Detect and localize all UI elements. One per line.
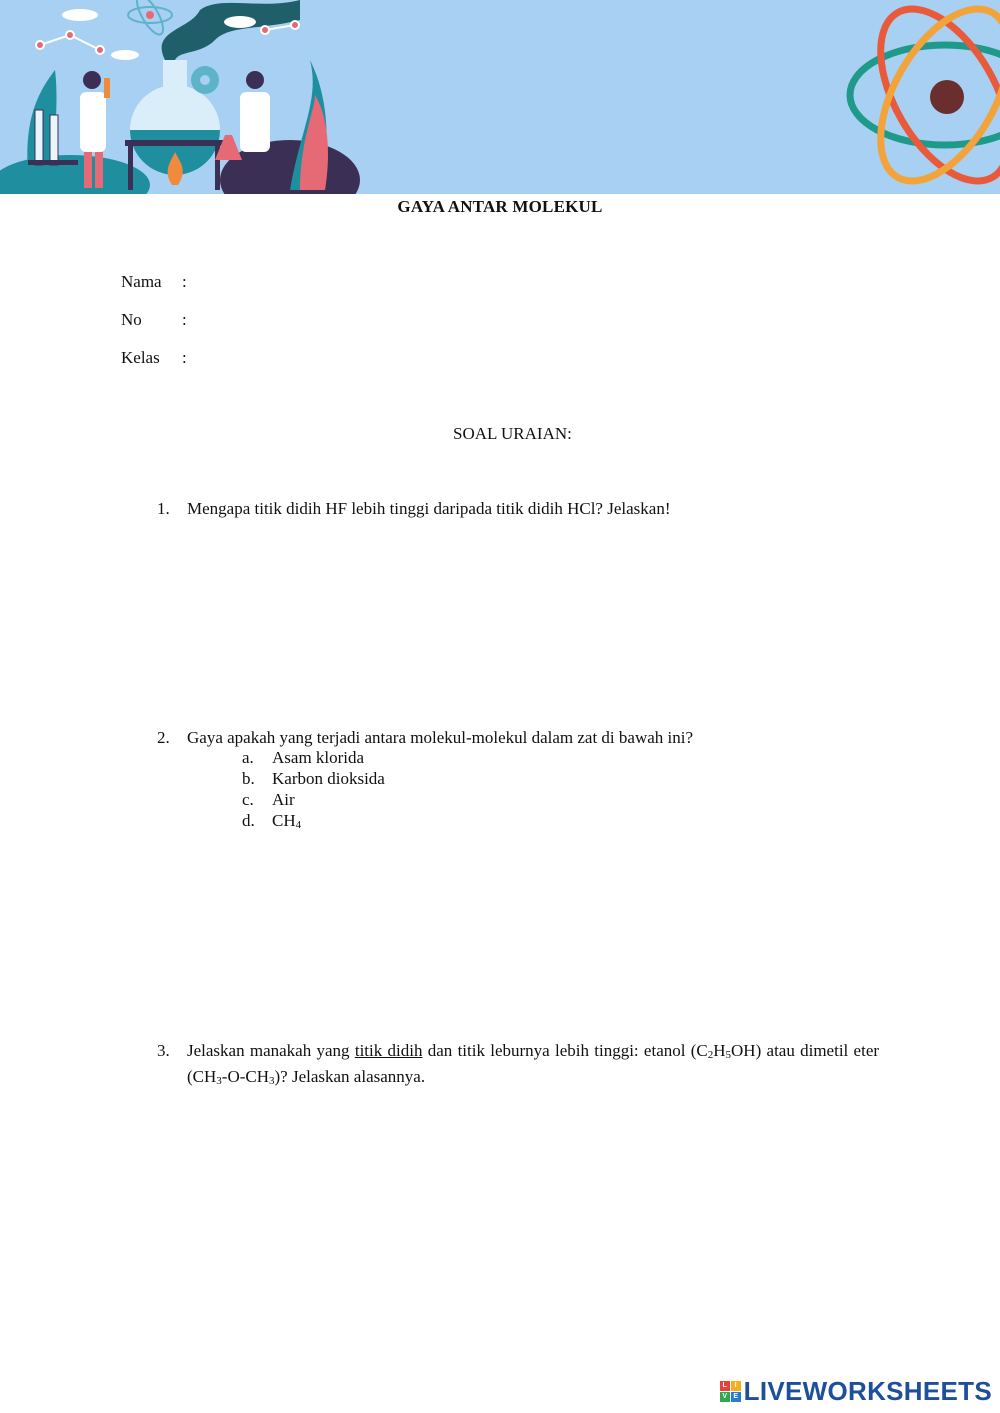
- underlined-term: titik didih: [354, 1041, 423, 1060]
- science-lab-illustration: [0, 0, 1000, 194]
- text-segment: H: [713, 1041, 726, 1060]
- subscript: 3: [269, 1075, 275, 1087]
- section-title: SOAL URAIAN:: [453, 424, 572, 443]
- name-field: [121, 272, 187, 292]
- logo-block-v: V: [720, 1392, 730, 1402]
- class-colon: :: [182, 348, 187, 367]
- logo-block-i: I: [731, 1381, 741, 1391]
- text-segment: dan titik leburnya lebih tinggi: etanol (C: [427, 1041, 708, 1060]
- logo-blocks: [720, 1381, 741, 1402]
- subscript: 3: [216, 1075, 222, 1087]
- question-text: Mengapa titik didih HF lebih tinggi daripada titik didih HCl? Jelaskan!: [187, 499, 671, 518]
- option-letter: a.: [242, 748, 254, 767]
- number-colon: :: [182, 310, 187, 329]
- option-subscript: 4: [295, 819, 302, 831]
- question-number: 2.: [157, 728, 170, 747]
- option-letter: b.: [242, 769, 255, 788]
- question-3-number: 3.: [157, 1041, 170, 1060]
- logo-block-l: L: [720, 1381, 730, 1391]
- option-c: [242, 790, 295, 810]
- subscript: 2: [707, 1049, 714, 1061]
- option-a: [242, 748, 364, 768]
- name-label: Nama: [121, 272, 162, 291]
- class-field: [121, 348, 187, 368]
- text-segment: )? Jelaskan alasannya.: [274, 1067, 426, 1086]
- page-title: GAYA ANTAR MOLEKUL: [397, 197, 603, 216]
- number-field: [121, 310, 187, 330]
- option-letter: c.: [242, 790, 254, 809]
- brand-name: LIVEWORKSHEETS: [743, 1376, 992, 1406]
- question-3-text: [187, 1040, 879, 1092]
- class-label: Kelas: [121, 348, 160, 367]
- logo-block-e: E: [731, 1392, 741, 1402]
- option-text: Asam klorida: [272, 748, 365, 767]
- liveworksheets-logo: [720, 1376, 992, 1407]
- text-segment: OH) atau dimetil eter (CH: [187, 1041, 880, 1086]
- option-text: Air: [272, 790, 295, 809]
- number-label: No: [121, 310, 142, 329]
- text-segment: Jelaskan manakah yang: [187, 1041, 350, 1060]
- question-text: Gaya apakah yang terjadi antara molekul-molekul dalam zat di bawah ini?: [187, 728, 694, 747]
- header-banner: [0, 0, 1000, 194]
- option-d: [242, 811, 301, 831]
- name-colon: :: [182, 272, 187, 291]
- option-text: Karbon dioksida: [272, 769, 385, 788]
- option-text: CH: [272, 811, 296, 830]
- option-b: [242, 769, 385, 789]
- text-segment: -O-CH: [221, 1067, 269, 1086]
- question-number: 1.: [157, 499, 170, 518]
- option-letter: d.: [242, 811, 255, 830]
- subscript: 5: [725, 1049, 732, 1061]
